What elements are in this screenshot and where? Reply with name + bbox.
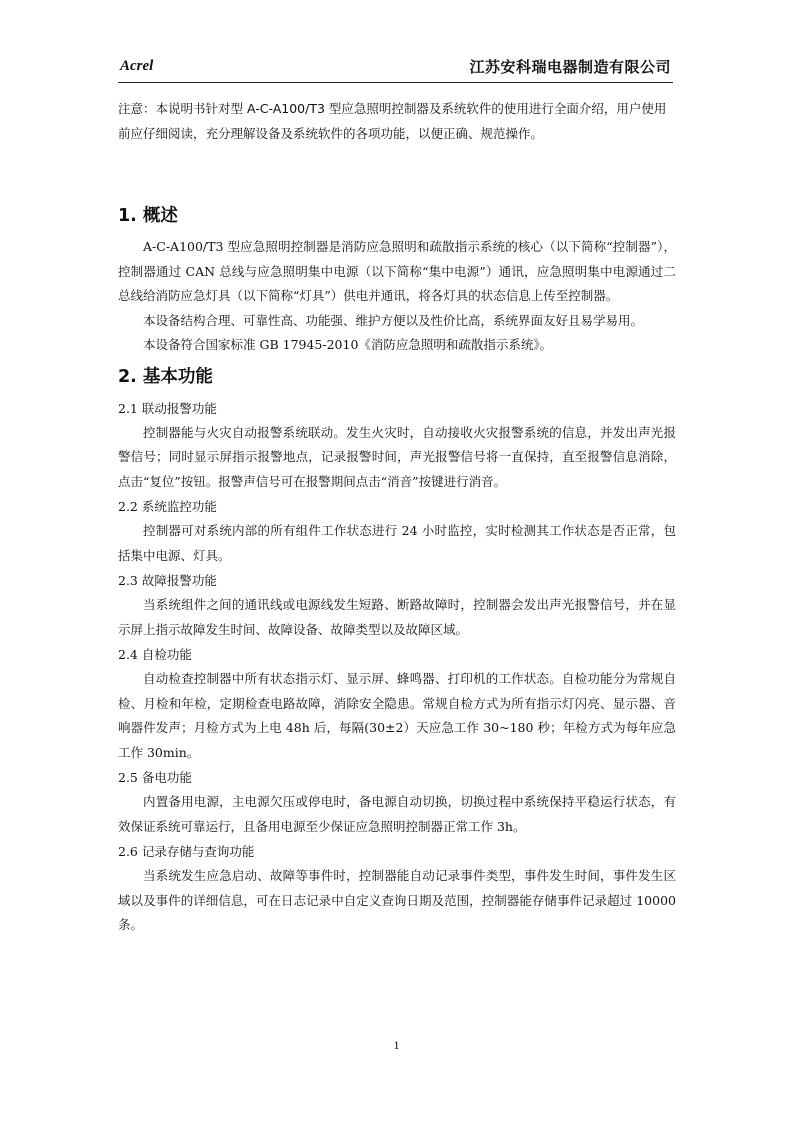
subsection-text: 控制器能与火灾自动报警系统联动。发生火灾时，自动接收火灾报警系统的信息，并发出声光报警信号；同时显示屏指示报警地点，记录报警时间，声光报警信号将一直保持，直至报警信息消除，点击“复位”按钮。报警声信号可在报警期间点击“消音”按键进行消音。 — [118, 424, 676, 489]
subsection-title: 2.3 故障报警功能 — [118, 573, 217, 588]
page-number: 1 — [393, 1038, 400, 1052]
subsection-text: 自动检查控制器中所有状态指示灯、显示屏、蜂鸣器、打印机的工作状态。自检功能分为常规自检、月检和年检，定期检查电路故障，消除安全隐患。常规自检方式为所有指示灯闪亮、显示器、音响器件发声；月检方式为上电 48h 后，每隔(30±2）天应急工作 30~180 秒；年检方式为每年应急工作 30min。 — [118, 671, 676, 760]
section-2-title: 2. 基本功能 — [118, 366, 213, 387]
subsection-title: 2.5 备电功能 — [118, 770, 192, 785]
section-1-paragraph: 本设备符合国家标准 GB 17945-2010《消防应急照明和疏散指示系统》。 — [143, 337, 553, 352]
page-content — [118, 96, 676, 938]
subsection-title: 2.1 联动报警功能 — [118, 400, 217, 416]
brand-logo-text: Acrel — [120, 58, 154, 74]
section-1-title: 1. 概述 — [118, 206, 178, 226]
section-1-paragraph: A-C-A100/T3 型应急照明控制器是消防应急照明和疏散指示系统的核心（以下简称“控制器”），控制器通过 CAN 总线与应急照明集中电源（以下简称“集中电源”）通讯，应急照明集中电源通过二总线给消防应急灯具（以下简称“灯具”）供电并通讯，将各灯具的状态信息上传至控制器。 — [118, 239, 676, 303]
page-header — [118, 56, 673, 83]
subsection-text: 控制器可对系统内部的所有组件工作状态进行 24 小时监控，实时检测其工作状态是否正常，包括集中电源、灯具。 — [118, 523, 676, 563]
subsection-title: 2.2 系统监控功能 — [118, 499, 217, 514]
company-name: 江苏安科瑞电器制造有限公司 — [469, 58, 671, 76]
subsection-title: 2.4 自检功能 — [118, 647, 192, 662]
subsection-text: 当系统组件之间的通讯线或电源线发生短路、断路故障时，控制器会发出声光报警信号，并在显示屏上指示故障发生时间、故障设备、故障类型以及故障区域。 — [118, 597, 676, 637]
notice-text: 注意：本说明书针对型 A-C-A100/T3 型应急照明控制器及系统软件的使用进行全面介绍，用户使用前应仔细阅读，充分理解设备及系统软件的各项功能，以便正确、规范操作。 — [118, 101, 667, 141]
subsection-title: 2.6 记录存储与查询功能 — [118, 844, 255, 859]
subsection-text: 内置备用电源，主电源欠压或停电时，备电源自动切换，切换过程中系统保持平稳运行状态，有效保证系统可靠运行，且备用电源至少保证应急照明控制器正常工作 3h。 — [118, 794, 676, 834]
section-1-paragraph: 本设备结构合理、可靠性高、功能强、维护方便以及性价比高，系统界面友好且易学易用。 — [143, 312, 644, 328]
subsection-text: 当系统发生应急启动、故障等事件时，控制器能自动记录事件类型，事件发生时间，事件发生区域以及事件的详细信息，可在日志记录中自定义查询日期及范围，控制器能存储事件记录超过 10000 条。 — [118, 868, 676, 932]
